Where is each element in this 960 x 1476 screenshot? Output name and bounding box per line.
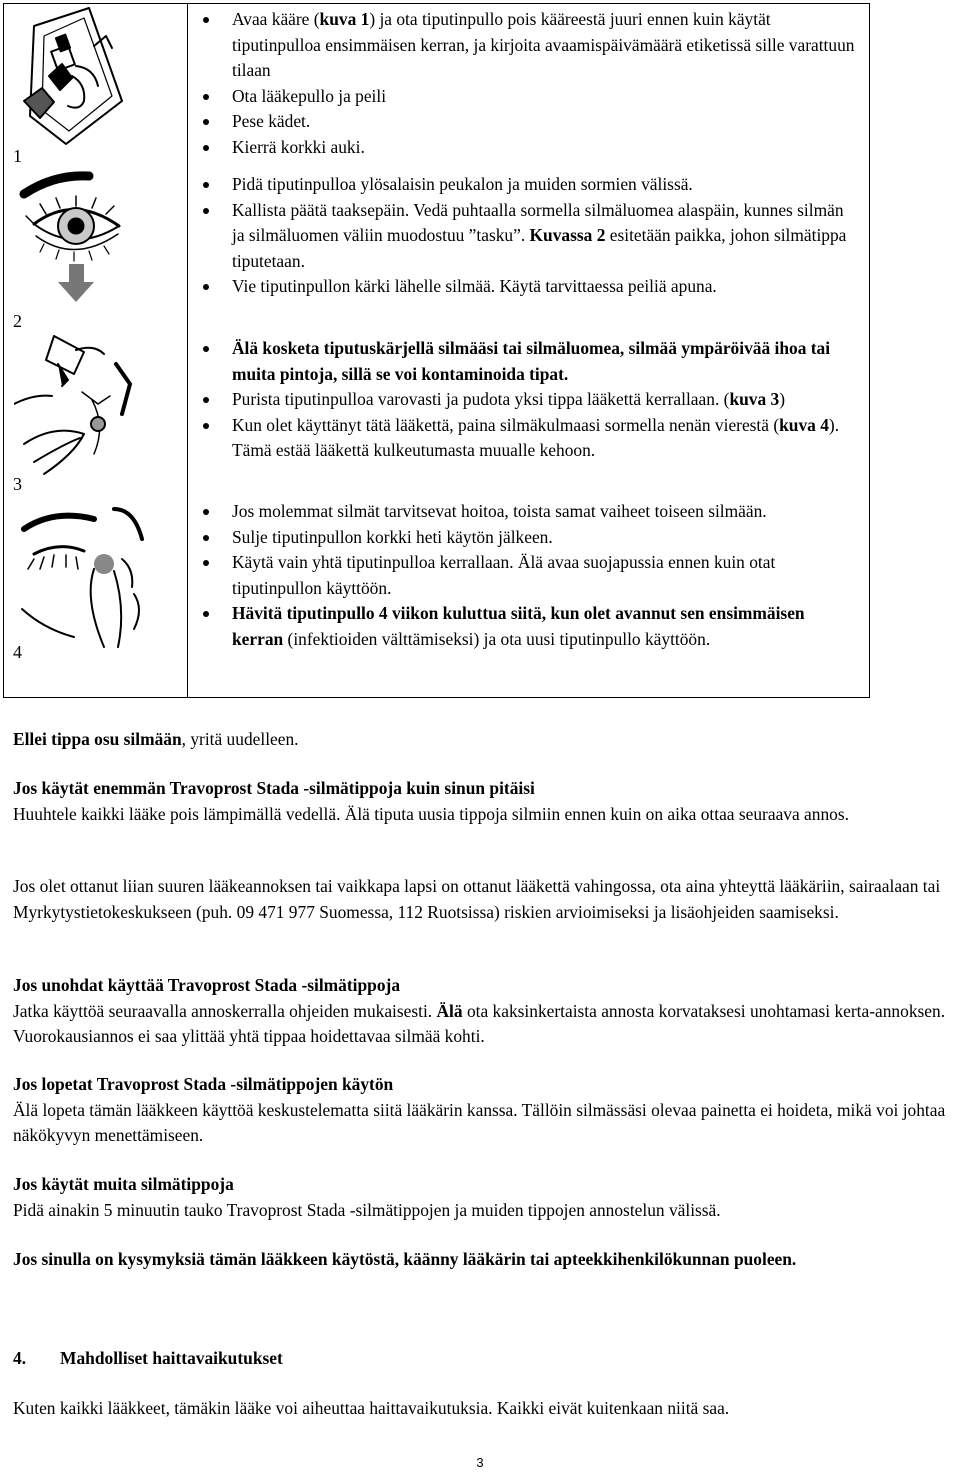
paragraph: Huuhtele kaikki lääke pois lämpimällä vedellä. Älä tiputa uusia tippoja silmiin ennen kuin on aika ottaa seuraava annos. bbox=[13, 803, 849, 824]
instruction-table bbox=[3, 3, 870, 698]
section-heading: Jos unohdat käyttää Travoprost Stada -silmätippoja bbox=[13, 975, 401, 995]
paragraph: Pidä ainakin 5 minuutin tauko Travoprost Stada -silmätippojen ja muiden tippojen annostelun välissä. bbox=[13, 1199, 721, 1220]
figure-label-1: 1 bbox=[13, 146, 22, 166]
poison-info-paragraph bbox=[13, 874, 958, 925]
press-eye-corner-illustration bbox=[14, 499, 164, 649]
questions-note: Jos sinulla on kysymyksiä tämän lääkkeen käytöstä, käänny lääkärin tai apteekkihenkilökunnan puoleen. bbox=[13, 1249, 797, 1269]
missed-drop-note: Ellei tippa osu silmään, yritä uudelleen. bbox=[13, 729, 299, 749]
list-item: Avaa kääre (kuva 1) ja ota tiputinpullo pois kääreestä juuri ennen kuin käytät tiputinpulloa ensimmäisen kerran, ja kirjoita avaamispäivämäärä etiketissä sille varattuun tilaan bbox=[199, 7, 859, 84]
stop-use-section bbox=[13, 1072, 958, 1149]
list-item: Kierrä korkki auki. bbox=[199, 135, 859, 161]
paragraph: Älä lopeta tämän lääkkeen käyttöä keskustelematta siitä lääkärin kanssa. Tällöin silmässäsi olevaa painetta ei hoideta, mikä voi johtaa näkökyvyn menettämiseen. bbox=[13, 1099, 946, 1145]
eye-pocket-illustration bbox=[14, 164, 134, 309]
list-item: Pese kädet. bbox=[199, 109, 859, 135]
section-title: Mahdolliset haittavaikutukset bbox=[60, 1348, 283, 1368]
section-number: 4. bbox=[13, 1348, 27, 1368]
step-3-instructions bbox=[199, 336, 859, 464]
paragraph: Jos olet ottanut liian suuren lääkeannoksen tai vaikkapa lapsi on ottanut lääkettä vahingossa, ota aina yhteyttä lääkäriin, sairaalaan tai Myrkytystietokeskukseen (puh. 09 471 977 Suomessa, 112 Ruotsissa) riskien arvioimiseksi ja lisäohjeiden saamiseksi. bbox=[13, 876, 941, 922]
list-item: Älä kosketa tiputuskärjellä silmääsi tai silmäluomea, silmää ympäröivää ihoa tai muita pintoja, sillä se voi kontaminoida tipat. bbox=[199, 336, 859, 387]
step-1-instructions bbox=[199, 7, 859, 160]
eye-drop-illustration bbox=[14, 334, 154, 484]
page-number: 3 bbox=[476, 1455, 484, 1470]
side-effects-intro bbox=[13, 1396, 958, 1422]
figure-label-4: 4 bbox=[13, 642, 22, 662]
figure-label-3: 3 bbox=[13, 474, 22, 494]
step-4-instructions bbox=[199, 499, 859, 652]
list-item: Käytä vain yhtä tiputinpulloa kerrallaan. Älä avaa suojapussia ennen kuin otat tiputinpullon käyttöön. bbox=[199, 550, 859, 601]
open-wrapper-illustration bbox=[14, 6, 124, 146]
overdose-section bbox=[13, 776, 958, 827]
list-item: Hävitä tiputinpullo 4 viikon kuluttua siitä, kun olet avannut sen ensimmäisen kerran (infektioiden välttämiseksi) ja ota uusi tiputinpullo käyttöön. bbox=[199, 601, 859, 652]
section-heading: Jos käytät enemmän Travoprost Stada -silmätippoja kuin sinun pitäisi bbox=[13, 778, 535, 798]
list-item: Vie tiputinpullon kärki lähelle silmää. Käytä tarvittaessa peiliä apuna. bbox=[199, 274, 859, 300]
figure-label-2: 2 bbox=[13, 311, 22, 331]
step-2-instructions bbox=[199, 172, 859, 300]
list-item: Purista tiputinpulloa varovasti ja pudota yksi tippa lääkettä kerrallaan. (kuva 3) bbox=[199, 387, 859, 413]
list-item: Ota lääkepullo ja peili bbox=[199, 84, 859, 110]
list-item: Sulje tiputinpullon korkki heti käytön jälkeen. bbox=[199, 525, 859, 551]
section-heading: Jos käytät muita silmätippoja bbox=[13, 1174, 234, 1194]
column-divider bbox=[187, 4, 188, 697]
paragraph: Jatka käyttöä seuraavalla annoskerralla ohjeiden mukaisesti. Älä ota kaksinkertaista annosta korvataksesi unohtamasi kerta-annoksen. Vuorokausiannos ei saa ylittää yhtä tippaa hoidettavaa silmää kohti. bbox=[13, 1000, 946, 1046]
paragraph: Kuten kaikki lääkkeet, tämäkin lääke voi aiheuttaa haittavaikutuksia. Kaikki eivät kuitenkaan niitä saa. bbox=[13, 1398, 730, 1418]
list-item: Pidä tiputinpulloa ylösalaisin peukalon ja muiden sormien välissä. bbox=[199, 172, 859, 198]
forgot-dose-section bbox=[13, 973, 958, 1050]
other-drops-section bbox=[13, 1172, 958, 1223]
list-item: Kallista päätä taaksepäin. Vedä puhtaalla sormella silmäluomea alaspäin, kunnes silmän ja silmäluomen väliin muodostuu ”tasku”. Kuvassa 2 esitetään paikka, johon silmätippa tiputetaan. bbox=[199, 198, 859, 275]
section-4-heading bbox=[13, 1346, 958, 1372]
list-item: Jos molemmat silmät tarvitsevat hoitoa, toista samat vaiheet toiseen silmään. bbox=[199, 499, 859, 525]
section-heading: Jos lopetat Travoprost Stada -silmätippojen käytön bbox=[13, 1074, 394, 1094]
list-item: Kun olet käyttänyt tätä lääkettä, paina silmäkulmaasi sormella nenän vierestä (kuva 4). Tämä estää lääkettä kulkeutumasta muualle kehoon. bbox=[199, 413, 859, 464]
